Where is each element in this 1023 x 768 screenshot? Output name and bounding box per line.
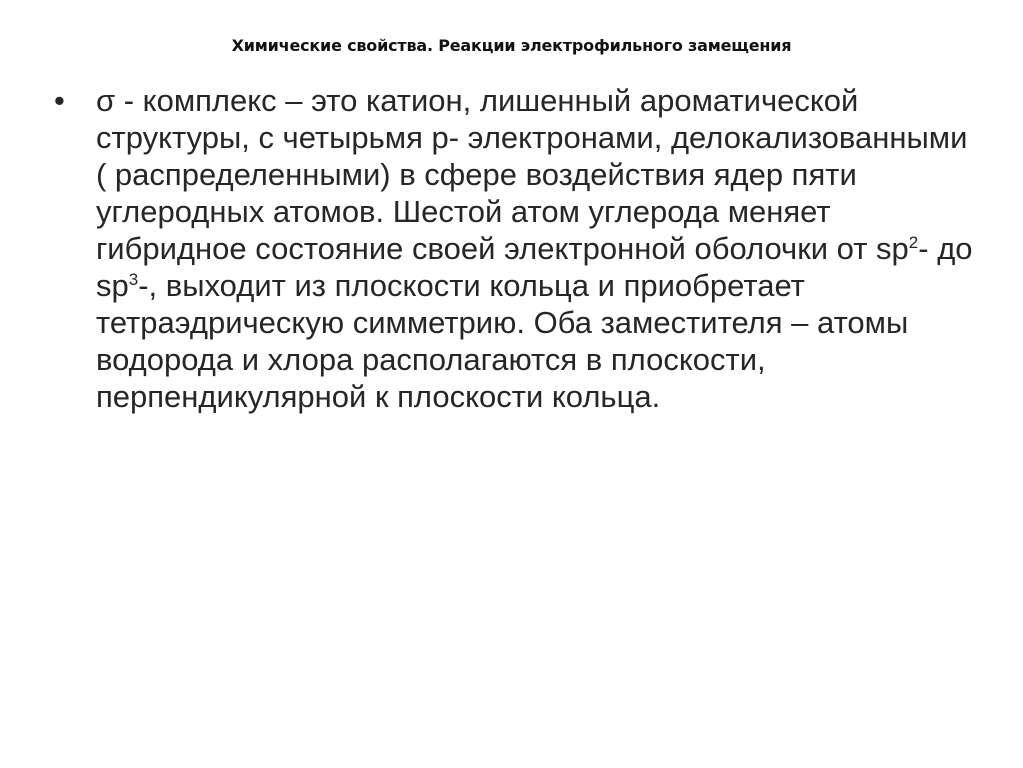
bullet-dot-icon: • xyxy=(54,83,65,118)
bullet-text-part: σ - комплекс – это катион, лишенный ароматической структуры, с четырьмя р- электронами, делокализованными ( распределенными) в сфере воздействия ядер пяти углеродных атомов. Шестой атом углерода меняет гибридное состояние своей электронной оболочки от sp xyxy=(96,83,968,266)
bullet-list xyxy=(54,82,984,415)
bullet-item xyxy=(54,82,984,415)
slide-title: Химические свойства. Реакции электрофильного замещения xyxy=(231,36,792,55)
superscript: 3 xyxy=(128,270,139,289)
bullet-text-part: - до sp xyxy=(96,231,973,303)
bullet-text-part: -, выходит из плоскости кольца и приобретает тетраэдрическую симметрию. Оба заместителя – атомы водорода и хлора располагаются в плоскости, перпендикулярной к плоскости кольца. xyxy=(96,268,909,414)
superscript: 2 xyxy=(908,233,919,252)
